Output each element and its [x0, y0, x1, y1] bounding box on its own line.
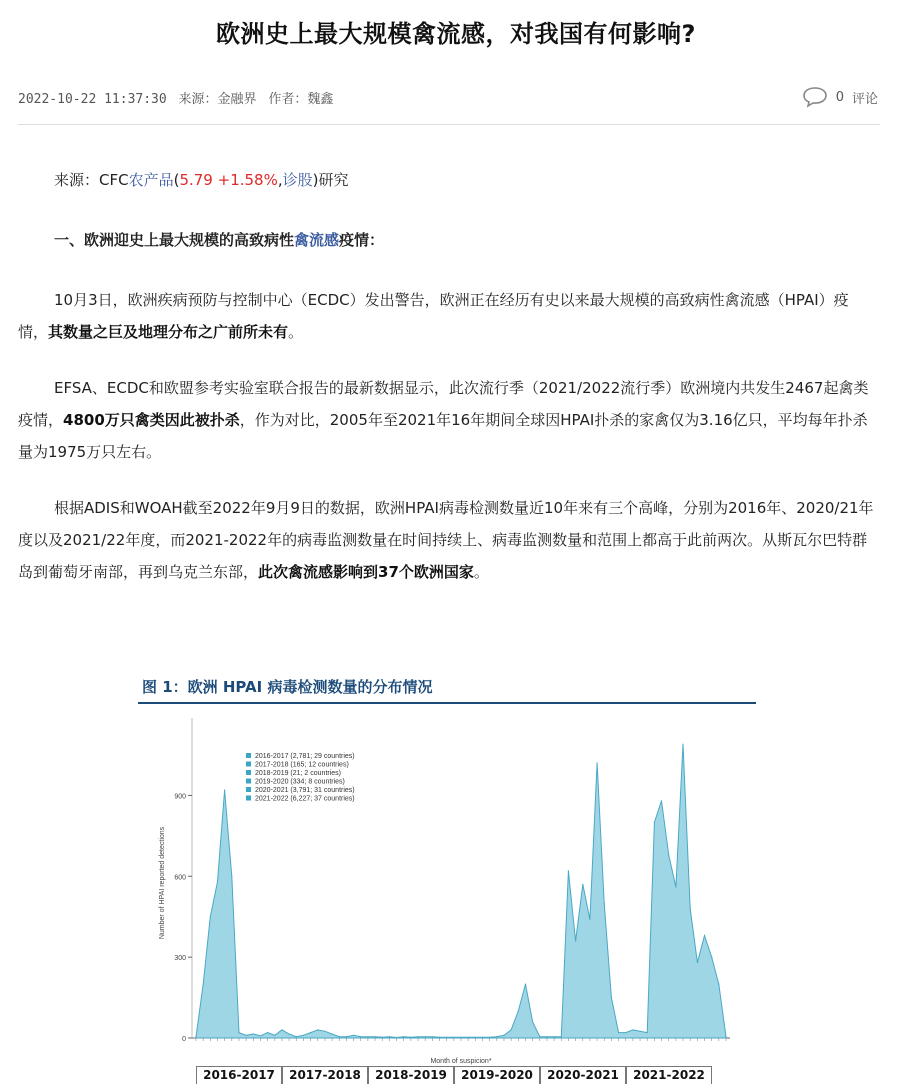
data-point-22: [353, 1035, 354, 1036]
season-label-2016-2017: 2016-2017: [196, 1066, 282, 1084]
data-point-9: [260, 1035, 261, 1036]
publish-datetime: 2022-10-22 11:37:30: [18, 92, 167, 107]
data-point-34: [439, 1037, 440, 1038]
data-point-2: [210, 916, 211, 917]
heading-text: 一、欧洲迎史上最大规模的高致病性: [54, 231, 295, 249]
data-point-19: [332, 1033, 333, 1034]
data-point-16: [310, 1032, 311, 1033]
season-label-2019-2020: 2019-2020: [454, 1066, 540, 1084]
data-point-73: [718, 984, 719, 985]
data-point-18: [324, 1031, 325, 1032]
data-point-13: [289, 1033, 290, 1034]
data-point-37: [460, 1037, 461, 1038]
data-point-4: [224, 789, 225, 790]
data-point-55: [589, 919, 590, 920]
data-point-0: [195, 1036, 196, 1037]
data-point-74: [725, 1036, 726, 1037]
y-tick-label-0: 0: [182, 1036, 186, 1043]
data-point-61: [632, 1029, 633, 1030]
data-point-29: [403, 1036, 404, 1037]
legend-swatch-1: [246, 762, 251, 767]
data-point-68: [682, 744, 683, 745]
bird-flu-link[interactable]: 禽流感: [294, 231, 340, 249]
separator: ,: [277, 171, 283, 189]
data-point-24: [367, 1036, 368, 1037]
data-point-32: [425, 1036, 426, 1037]
data-point-41: [489, 1037, 490, 1038]
source-paragraph: [18, 164, 878, 196]
speech-bubble-icon[interactable]: [802, 86, 828, 108]
data-point-12: [281, 1029, 282, 1030]
x-axis-label: Month of suspicion*: [430, 1058, 492, 1065]
data-point-26: [382, 1037, 383, 1038]
data-point-36: [453, 1037, 454, 1038]
p1-bold: 其数量之巨及地理分布之广前所未有: [48, 323, 289, 341]
data-point-31: [417, 1036, 418, 1037]
p3-text: 根据ADIS和WOAH截至2022年9月9日的数据，欧洲HPAI病毒检测数量近10年来有三个高峰，分别为2016年、2020/21年度以及2021/22年度，而2021-2022年的病毒监测数量在时间持续上、病毒监测数量和范围上都高于此前两次。从斯瓦尔巴特群岛到葡萄牙南部，再到乌克兰东部，: [18, 499, 874, 581]
data-point-52: [568, 870, 569, 871]
legend-swatch-4: [246, 787, 251, 792]
article-title: 欧洲史上最大规模禽流感，对我国有何影响?: [216, 20, 696, 48]
data-point-70: [697, 962, 698, 963]
figure-title: 图 1：欧洲 HPAI 病毒检测数量的分布情况: [142, 678, 433, 696]
paragraph-3: [18, 492, 878, 588]
article-source: 来源：金融界: [178, 92, 257, 107]
data-point-57: [604, 903, 605, 904]
data-point-65: [661, 800, 662, 801]
data-point-43: [503, 1035, 504, 1036]
hpai-figure: [138, 672, 758, 1084]
legend-swatch-3: [246, 779, 251, 784]
data-point-7: [246, 1035, 247, 1036]
comments-link[interactable]: [802, 86, 878, 108]
paragraph-1: [18, 284, 878, 348]
data-point-14: [296, 1036, 297, 1037]
article-meta: [18, 88, 337, 107]
y-tick-label-900: 900: [174, 793, 186, 801]
data-point-63: [647, 1032, 648, 1033]
p2-end: ，作为对比，2005年至2021年16年期间全球因HPAI扑杀的家禽仅为3.16亿只，平均每年扑杀量为1975万只左右。: [18, 411, 868, 461]
source-prefix: 来源：CFC: [54, 171, 129, 189]
data-point-42: [496, 1036, 497, 1037]
data-point-1: [203, 984, 204, 985]
article-author: 作者：魏鑫: [268, 92, 334, 107]
data-point-6: [238, 1032, 239, 1033]
data-point-54: [582, 884, 583, 885]
legend-entry-2: 2018-2019 (21; 2 countries): [255, 770, 341, 777]
stock-link-agri[interactable]: 农产品: [128, 171, 174, 189]
data-point-58: [611, 997, 612, 998]
season-label-2017-2018: 2017-2018: [282, 1066, 368, 1084]
data-point-64: [654, 822, 655, 823]
data-point-11: [274, 1035, 275, 1036]
data-point-28: [396, 1037, 397, 1038]
data-point-8: [253, 1033, 254, 1034]
season-label-2021-2022: 2021-2022: [626, 1066, 712, 1084]
p2-text: EFSA、ECDC和欧盟参考实验室联合报告的最新数据显示，此次流行季（2021/2022流行季）欧洲境内共发生2467起禽类疫情，: [18, 379, 869, 429]
hpai-area-chart: [138, 672, 758, 1084]
stock-price: 5.79 +1.58%: [179, 171, 278, 189]
source-suffix: )研究: [312, 171, 349, 189]
season-label-2018-2019: 2018-2019: [368, 1066, 454, 1084]
data-point-45: [518, 1010, 519, 1011]
data-point-30: [410, 1037, 411, 1038]
data-point-3: [217, 881, 218, 882]
data-point-47: [532, 1021, 533, 1022]
y-tick-label-300: 300: [174, 955, 186, 963]
data-point-38: [468, 1037, 469, 1038]
data-point-21: [346, 1036, 347, 1037]
data-point-62: [640, 1031, 641, 1032]
legend-entry-4: 2020-2021 (3,791; 31 countries): [255, 787, 355, 794]
paren-open: (: [173, 171, 180, 189]
legend-entry-3: 2019-2020 (334; 8 countries): [255, 778, 345, 786]
data-point-67: [675, 886, 676, 887]
y-tick-label-600: 600: [174, 874, 186, 882]
data-point-33: [432, 1036, 433, 1037]
p2-bold: 4800万只禽类因此被扑杀: [63, 411, 240, 429]
data-point-35: [446, 1037, 447, 1038]
paragraph-2: [18, 372, 878, 468]
legend-entry-5: 2021-2022 (6,227; 37 countries): [255, 795, 355, 803]
data-point-17: [317, 1029, 318, 1030]
data-point-72: [711, 957, 712, 958]
p3-bold: 此次禽流感影响到37个欧洲国家: [258, 563, 474, 581]
diagnose-link[interactable]: 诊股: [282, 171, 313, 189]
season-label-2020-2021: 2020-2021: [540, 1066, 626, 1084]
data-point-20: [339, 1036, 340, 1037]
data-point-27: [389, 1036, 390, 1037]
p3-end: 。: [473, 563, 489, 581]
data-point-53: [575, 940, 576, 941]
header-divider: [18, 124, 880, 125]
comment-count[interactable]: 0: [835, 89, 844, 105]
data-point-46: [525, 984, 526, 985]
p1-end: 。: [288, 323, 304, 341]
data-point-15: [303, 1035, 304, 1036]
data-point-69: [690, 908, 691, 909]
data-point-71: [704, 935, 705, 936]
p1-text: 10月3日，欧洲疾病预防与控制中心（ECDC）发出警告，欧洲正在经历有史以来最大规模的高致病性禽流感（HPAI）疫情，: [18, 291, 849, 341]
legend-swatch-0: [246, 753, 251, 758]
section-heading-1: [18, 224, 878, 256]
data-point-50: [554, 1036, 555, 1037]
data-point-5: [231, 876, 232, 877]
data-point-49: [546, 1036, 547, 1037]
data-point-23: [360, 1036, 361, 1037]
heading-suffix: 疫情：: [339, 231, 385, 249]
data-point-66: [668, 854, 669, 855]
data-point-44: [511, 1029, 512, 1030]
legend-swatch-5: [246, 796, 251, 801]
data-point-56: [597, 762, 598, 763]
data-point-25: [375, 1036, 376, 1037]
data-point-51: [561, 1036, 562, 1037]
data-point-40: [482, 1037, 483, 1038]
comment-label[interactable]: 评论: [851, 91, 878, 107]
data-point-39: [475, 1037, 476, 1038]
data-point-10: [267, 1032, 268, 1033]
data-point-48: [539, 1036, 540, 1037]
legend-swatch-2: [246, 770, 251, 775]
data-point-59: [618, 1032, 619, 1033]
legend-entry-1: 2017-2018 (165; 12 countries): [255, 761, 349, 769]
data-point-60: [625, 1032, 626, 1033]
y-axis-label: Number of HPAI reported detections: [159, 826, 166, 940]
legend-entry-0: 2016-2017 (2,781; 29 countries): [255, 753, 355, 760]
